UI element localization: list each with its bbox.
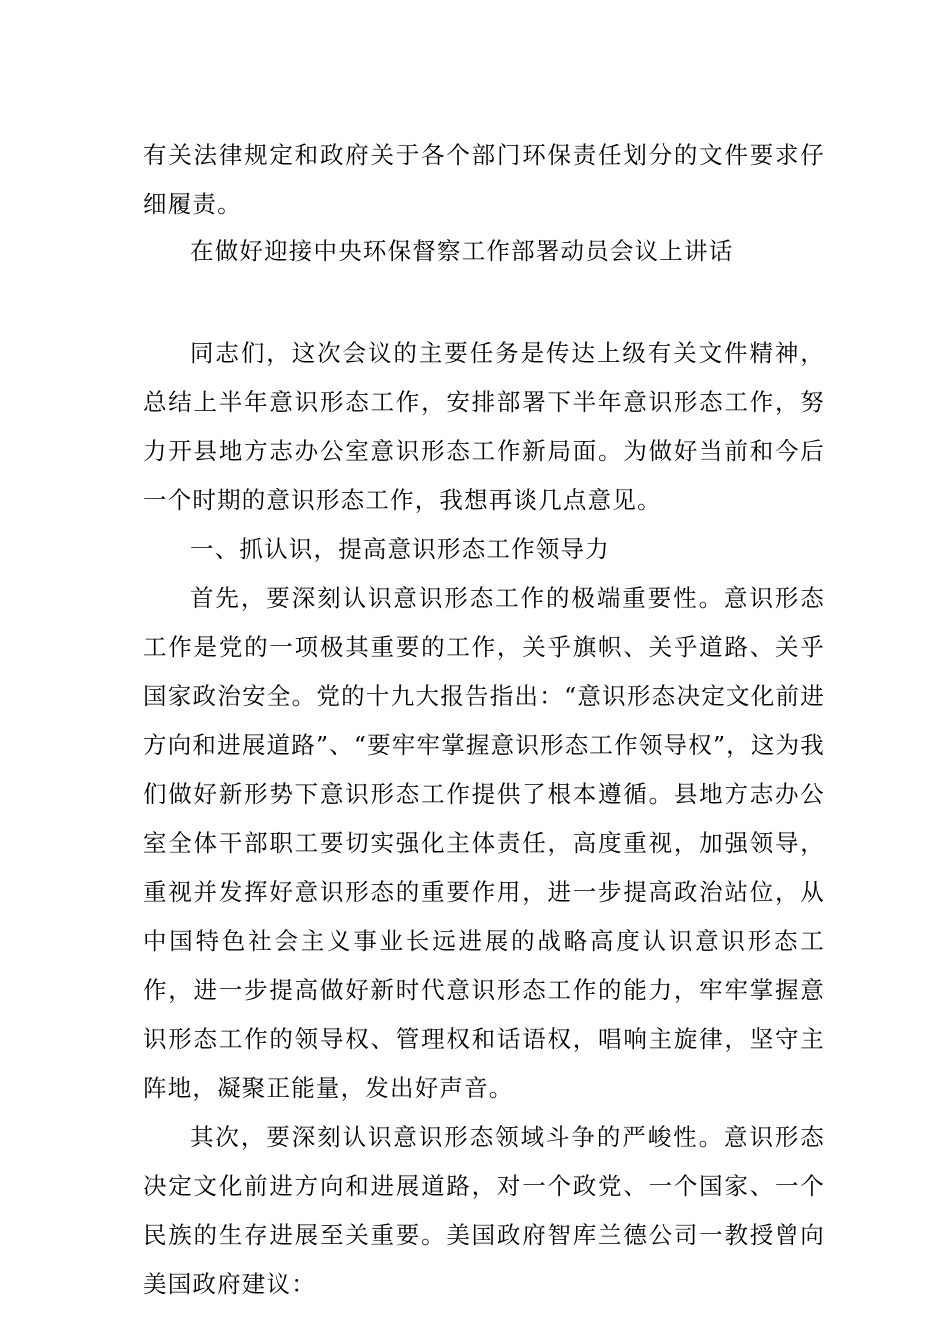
body-paragraph-first: 首先，要深刻认识意识形态工作的极端重要性。意识形态工作是党的一项极其重要的工作，关乎旗帜、关乎道路、关乎国家政治安全。党的十九大报告指出：“意识形态决定文化前进方向和进展道路”、“要牢牢掌握意识形态工作领导权”，这为我们做好新形势下意识形态工作提供了根本遵循。县地方志办公室全体干部职工要切实强化主体责任，高度重视，加强领导，重视并发挥好意识形态的重要作用，进一步提高政治站位，从中国特色社会主义事业长远进展的战略高度认识意识形态工作，进一步提高做好新时代意识形态工作的能力，牢牢掌握意识形态工作的领导权、管理权和话语权，唱响主旋律，坚守主阵地，凝聚正能量，发出好声音。 <box>143 584 825 1102</box>
body-paragraph-opening: 同志们，这次会议的主要任务是传达上级有关文件精神，总结上半年意识形态工作，安排部署下半年意识形态工作，努力开县地方志办公室意识形态工作新局面。为做好当前和今后一个时期的意识形态工作，我想再谈几点意见。 <box>143 339 825 514</box>
speech-title: 在做好迎接中央环保督察工作部署动员会议上讲话 <box>190 237 734 265</box>
continuation-paragraph: 有关法律规定和政府关于各个部门环保责任划分的文件要求仔细履责。 <box>143 141 825 218</box>
body-block <box>143 329 825 1309</box>
body-paragraph-second: 其次，要深刻认识意识形态领域斗争的严峻性。意识形态决定文化前进方向和进展道路，对一个政党、一个国家、一个民族的生存进展至关重要。美国政府智库兰德公司一教授曾向美国政府建议： <box>143 1123 825 1298</box>
title-block <box>143 227 825 276</box>
section-heading-1: 一、抓认识，提高意识形态工作领导力 <box>190 535 610 563</box>
continuation-block <box>143 131 825 229</box>
